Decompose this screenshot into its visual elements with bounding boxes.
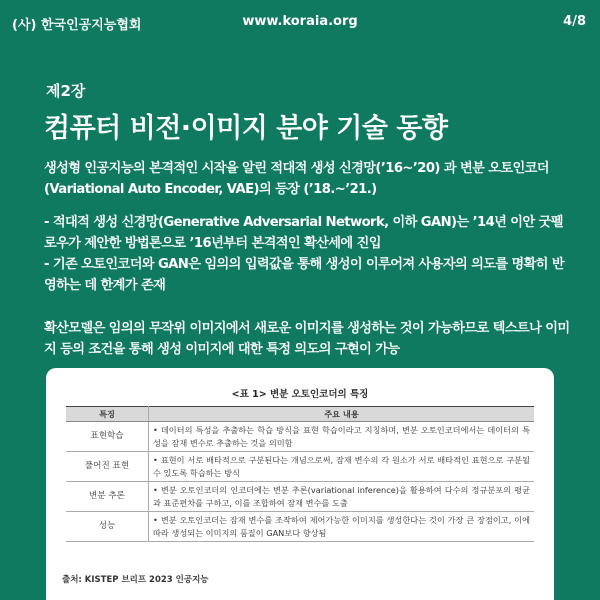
feature-cell: 변분 추론 (66, 482, 149, 512)
body-text (44, 158, 574, 360)
bullet-icon: • (153, 485, 158, 495)
table-row (66, 422, 534, 452)
top-bar (0, 14, 600, 34)
paragraph-gan: - 적대적 생성 신경망(Generative Adversarial Network, 이하 GAN)는 ’14년 이안 굿펠로우가 제안한 방법론으로 ’16년부터 본격적인 확산세에 진입 (44, 215, 563, 251)
bullet-icon: • (153, 515, 158, 525)
page-title: 컴퓨터 비전·이미지 분야 기술 동향 (44, 113, 448, 144)
content-cell (149, 512, 535, 542)
header-feature: 특징 (66, 407, 149, 422)
content-cell (149, 452, 535, 482)
site-url[interactable]: www.koraia.org (242, 14, 358, 29)
feature-cell: 풀어진 표현 (66, 452, 149, 482)
org-name: (사) 한국인공지능협회 (12, 18, 142, 33)
content-text: 표현이 서로 배타적으로 구분된다는 개념으로써, 잠재 변수의 각 원소가 서로 배타적인 표현으로 구분될 수 있도록 학습하는 방식 (153, 455, 530, 478)
table-row (66, 482, 534, 512)
table-header-row (66, 407, 534, 422)
content-text: 데이터의 특성을 추출하는 학습 방식을 표현 학습이라고 지칭하며, 변분 오토인코더에서는 데이터의 특성을 잠재 변수로 추출하는 것을 의미함 (153, 425, 530, 448)
table-row (66, 512, 534, 542)
feature-cell: 성능 (66, 512, 149, 542)
table-card (46, 368, 554, 600)
source-note: 출처: KISTEP 브리프 2023 인공지능 (62, 575, 209, 585)
content-cell (149, 482, 535, 512)
paragraph-limit: - 기존 오토인코더와 GAN은 임의의 입력값을 통해 생성이 이루어져 사용자의 의도를 명확히 반영하는 데 한계가 존재 (44, 257, 565, 293)
header-content: 주요 내용 (149, 407, 535, 422)
content-cell (149, 422, 535, 452)
table-row (66, 452, 534, 482)
content-text: 변분 오토인코더의 인코더에는 변분 추론(variational inference)을 활용하여 다수의 정규분포의 평균과 표준편차를 구하고, 이를 조합하여 잠재 변수를 도출 (153, 485, 530, 508)
paragraph-diffusion: 확산모델은 임의의 무작위 이미지에서 새로운 이미지를 생성하는 것이 가능하므로 텍스트나 이미지 등의 조건을 통해 생성 이미지에 대한 특정 의도의 구현이 가능 (44, 321, 570, 357)
bullet-icon: • (153, 425, 158, 435)
table-caption: <표 1> 변분 오토인코더의 특징 (231, 389, 369, 400)
content-text: 변분 오토인코더는 잠재 변수를 조작하여 제어가능한 이미지를 생성한다는 것이 가장 큰 장점이고, 이에 따라 생성되는 이미지의 품질이 GAN보다 향상됨 (153, 515, 530, 538)
bullet-icon: • (153, 455, 158, 465)
paragraph-intro: 생성형 인공지능의 본격적인 시작을 알린 적대적 생성 신경망(’16~’20) 과 변분 오토인코더(Variational Auto Encoder, VAE)의 등장 (’18.~’21.) (44, 161, 549, 197)
vae-features-table (66, 406, 534, 542)
chapter-label: 제2장 (46, 82, 86, 100)
feature-cell: 표현학습 (66, 422, 149, 452)
page-indicator: 4/8 (563, 14, 586, 29)
